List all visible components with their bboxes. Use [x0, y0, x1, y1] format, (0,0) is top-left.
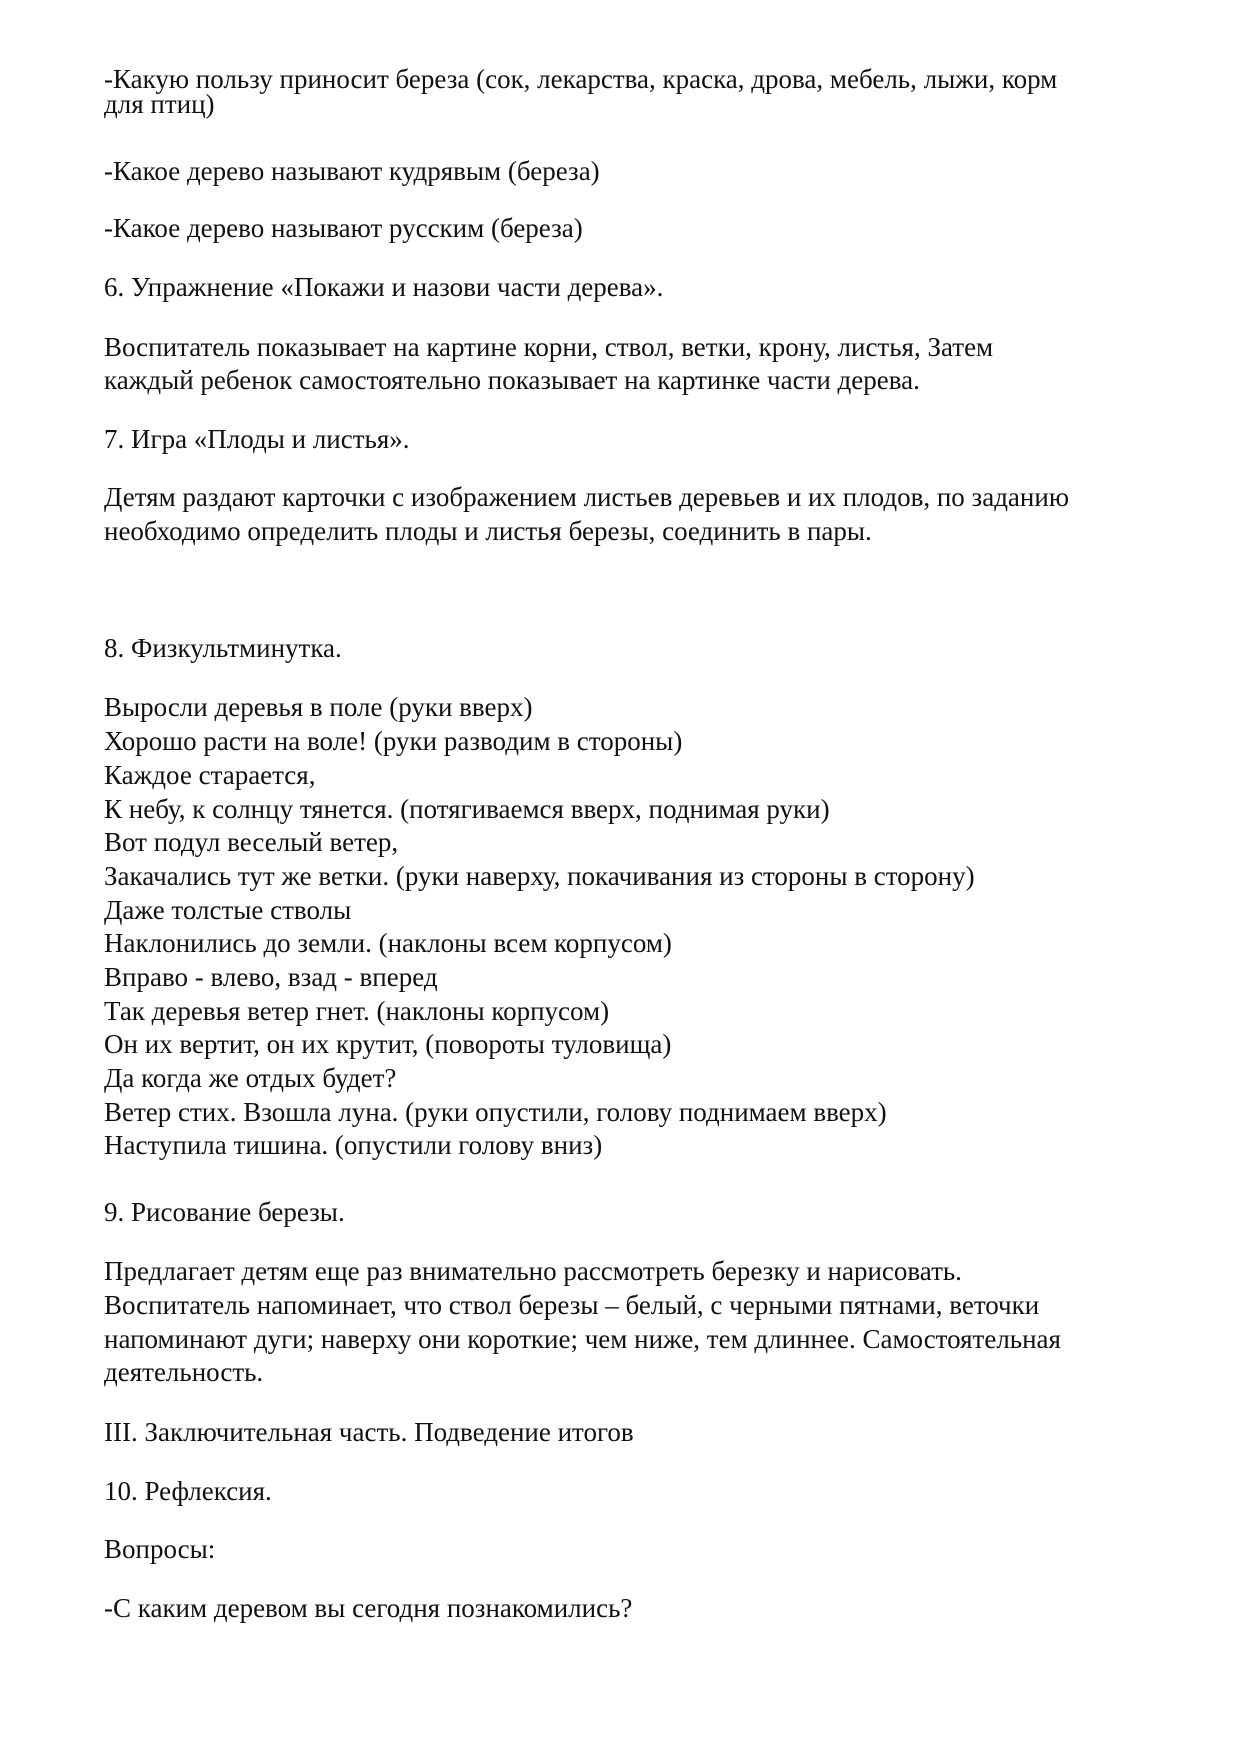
text-line: -Какое дерево называют русским (береза)	[104, 212, 583, 243]
text-line: Он их вертит, он их крутит, (повороты туловища)	[104, 1029, 672, 1060]
text-line: К небу, к солнцу тянется. (потягиваемся вверх, поднимая руки)	[104, 793, 830, 824]
text-line: Даже толстые стволы	[104, 894, 352, 925]
text-line: Наступила тишина. (опустили голову вниз)	[104, 1130, 603, 1161]
text-line: -Какую пользу приносит береза (сок, лекарства, краска, дрова, мебель, лыжи, корм	[104, 63, 1058, 94]
text-line: 10. Рефлексия.	[104, 1476, 272, 1507]
text-line: 6. Упражнение «Покажи и назови части дерева».	[104, 272, 664, 303]
text-line: каждый ребенок самостоятельно показывает на картинке части дерева.	[104, 364, 920, 395]
text-line: деятельность.	[104, 1357, 264, 1388]
text-line: Да когда же отдых будет?	[104, 1063, 397, 1094]
text-line: для птиц)	[104, 89, 215, 120]
text-line: -Какое дерево называют кудрявым (береза)	[104, 155, 600, 186]
text-line: Детям раздают карточки с изображением листьев деревьев и их плодов, по заданию	[104, 482, 1069, 513]
text-line: Наклонились до земли. (наклоны всем корпусом)	[104, 928, 672, 959]
text-line: Вопросы:	[104, 1533, 216, 1564]
text-line: Закачались тут же ветки. (руки наверху, покачивания из стороны в сторону)	[104, 860, 975, 891]
text-line: 8. Физкультминутка.	[104, 632, 342, 663]
text-line: 7. Игра «Плоды и листья».	[104, 424, 410, 455]
text-line: Предлагает детям еще раз внимательно рассмотреть березку и нарисовать.	[104, 1256, 962, 1287]
text-line: 9. Рисование березы.	[104, 1196, 345, 1227]
text-line: -С каким деревом вы сегодня познакомились?	[104, 1593, 633, 1624]
text-line: напоминают дуги; наверху они короткие; чем ниже, тем длиннее. Самостоятельная	[104, 1323, 1061, 1354]
text-line: Каждое старается,	[104, 759, 316, 790]
text-line: Воспитатель показывает на картине корни, ствол, ветки, крону, листья, Затем	[104, 332, 994, 362]
text-line: Вот подул веселый ветер,	[104, 827, 399, 858]
text-line: Хорошо расти на воле! (руки разводим в стороны)	[104, 726, 683, 757]
text-line: Воспитатель напоминает, что ствол березы – белый, с черными пятнами, веточки	[104, 1289, 1040, 1320]
text-line: Вправо - влево, взад - вперед	[104, 962, 438, 992]
text-line: Выросли деревья в поле (руки вверх)	[104, 692, 533, 723]
text-line: Так деревья ветер гнет. (наклоны корпусом)	[104, 995, 610, 1026]
text-line: Ветер стих. Взошла луна. (руки опустили, голову поднимаем вверх)	[104, 1096, 887, 1127]
text-line: III. Заключительная часть. Подведение итогов	[104, 1416, 634, 1447]
text-line: необходимо определить плоды и листья березы, соединить в пары.	[104, 516, 872, 547]
